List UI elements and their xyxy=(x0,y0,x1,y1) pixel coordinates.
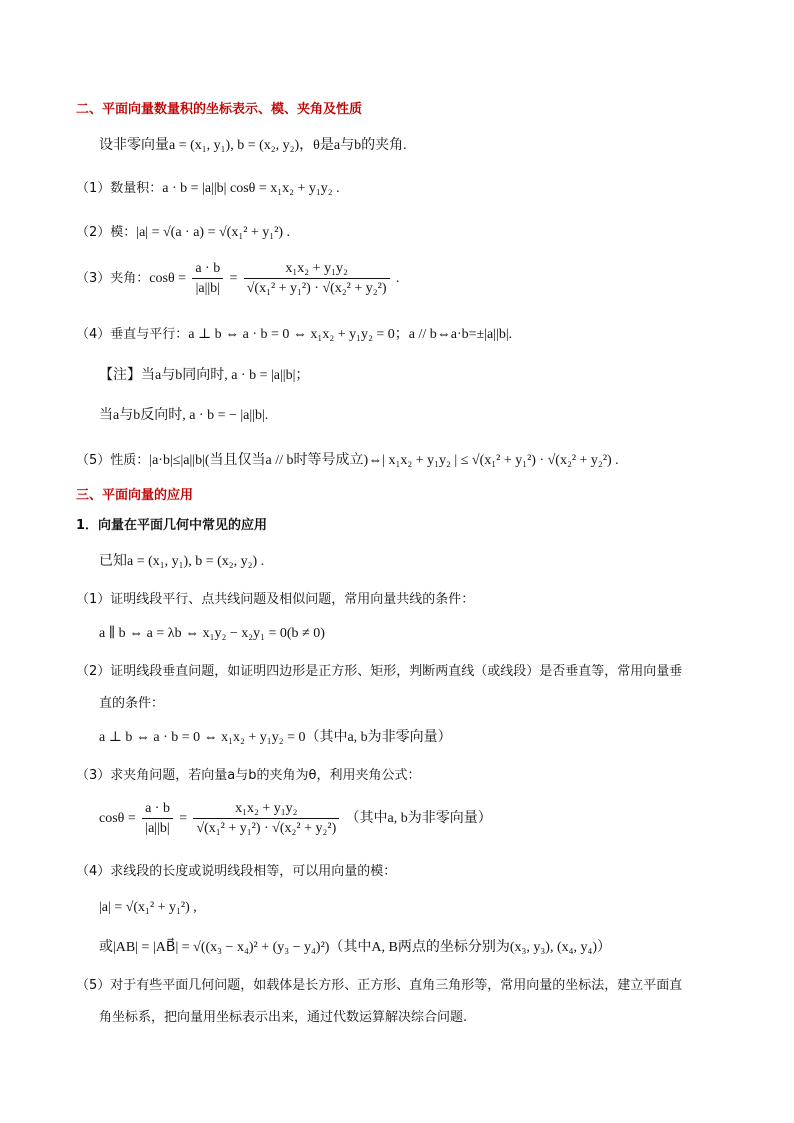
formula-lhs: cosθ = xyxy=(99,811,136,826)
item-perpendicular-parallel xyxy=(76,324,512,345)
formula-perpendicular: a ⊥ b ⇔ a · b = 0 ⇔ x₁x₂ + y₁y₂ = 0（其中a, b为非零向量） xyxy=(99,730,452,745)
formula-distance: 或|AB| = |AB⃗| = √((x₃ − x₄)² + (y₃ − y₄)²)（其中A, B两点的坐标分别为(x₃, y₃), (x₄, y₄)） xyxy=(99,940,612,955)
fraction xyxy=(142,800,173,837)
item-label: （1）数量积： xyxy=(76,181,163,196)
app-perpendicular-line2: 直的条件： xyxy=(99,696,165,711)
formula: |a| = √(a · a) = √(x₁² + y₁²) . xyxy=(136,225,291,240)
app-parallel: （1）证明线段平行、点共线问题及相似问题，常用向量共线的条件： xyxy=(76,592,475,607)
formula: a · b = |a||b| cosθ = x₁x₂ + y₁y₂ . xyxy=(162,181,340,196)
numerator: a · b xyxy=(192,260,223,279)
item-angle: （3）夹角：cosθ = $\frac{a \cdot b}{|a||b|}$ = $\frac{\text{x₁x₂ + y₁y₂}}{\text{√(x₁² + y₁²) · √(x₂² + y₂²)}}$ . xyxy=(76,261,400,296)
numerator: x₁x₂ + y₁y₂ xyxy=(244,260,390,279)
denominator: √(x₁² + y₁²) · √(x₂² + y₂²) xyxy=(196,821,337,836)
fraction xyxy=(192,260,223,297)
subsection-heading: 1．向量在平面几何中常见的应用 xyxy=(76,518,268,533)
formula: a ⊥ b ⇔ a · b = 0 ⇔ x₁x₂ + y₁y₂ = 0；a // b⇔a·b=±|a||b|. xyxy=(188,327,513,342)
numerator: x₁x₂ + y₁y₂ xyxy=(193,800,339,819)
formula-parallel: a ∥ b ⇔ a = λb ⇔ x₁y₂ − x₂y₁ = 0(b ≠ 0) xyxy=(99,626,325,641)
formula-angle: cosθ = $\frac{a \cdot b}{|a||b|}$ = $\frac{\text{x₁x₂ + y₁y₂}}{\text{√(x₁² + y₁²) · √(x₂² + y₂²)}}$ （其中a, b为非零向量） xyxy=(99,801,492,836)
denominator: |a||b| xyxy=(195,281,220,296)
section-heading-2: 二、平面向量数量积的坐标表示、模、夹角及性质 xyxy=(76,102,363,117)
formula-lhs: cosθ = xyxy=(149,271,187,286)
item-label: （4）垂直与平行： xyxy=(76,327,189,342)
formula-length: |a| = √(x₁² + y₁²) , xyxy=(99,900,197,915)
app-coordinate-line2: 角坐标系，把向量用坐标表示出来，通过代数运算解决综合问题. xyxy=(99,1010,468,1025)
formula: |a·b|≤|a||b|(当且仅当a // b时等号成立)⇔| x₁x₂ + y₁y₂ | ≤ √(x₁² + y₁²) · √(x₂² + y₂²) . xyxy=(149,453,619,468)
note-same-direction: 【注】当a与b同向时, a · b = |a||b|； xyxy=(99,368,310,383)
denominator: √(x₁² + y₁²) · √(x₂² + y₂²) xyxy=(246,281,387,296)
section2-intro: 设非零向量a = (x₁, y₁), b = (x₂, y₂)，θ是a与b的夹角. xyxy=(99,138,407,153)
item-dot-product xyxy=(76,178,340,199)
item-label: （3）夹角： xyxy=(76,271,150,286)
note-opposite-direction: 当a与b反向时, a · b = − |a||b|. xyxy=(99,408,269,423)
section-heading-3: 三、平面向量的应用 xyxy=(76,488,194,503)
item-label: （2）模： xyxy=(76,225,137,240)
app-perpendicular-line1: （2）证明线段垂直问题，如证明四边形是正方形、矩形，判断两直线（或线段）是否垂直等，常用向量垂 xyxy=(76,664,683,679)
known-vectors: 已知a = (x₁, y₁), b = (x₂, y₂) . xyxy=(99,554,265,569)
fraction xyxy=(244,260,390,297)
item-magnitude xyxy=(76,222,290,243)
numerator: a · b xyxy=(142,800,173,819)
app-length: （4）求线段的长度或说明线段相等，可以用向量的模： xyxy=(76,864,397,879)
app-coordinate-line1: （5）对于有些平面几何问题，如载体是长方形、正方形、直角三角形等，常用向量的坐标法，建立平面直 xyxy=(76,978,683,993)
item-property xyxy=(76,450,619,471)
denominator: |a||b| xyxy=(145,821,170,836)
app-angle: （3）求夹角问题，若向量a与b的夹角为θ，利用夹角公式： xyxy=(76,768,421,783)
item-label: （5）性质： xyxy=(76,453,150,468)
formula-note: （其中a, b为非零向量） xyxy=(345,811,492,826)
fraction xyxy=(193,800,339,837)
